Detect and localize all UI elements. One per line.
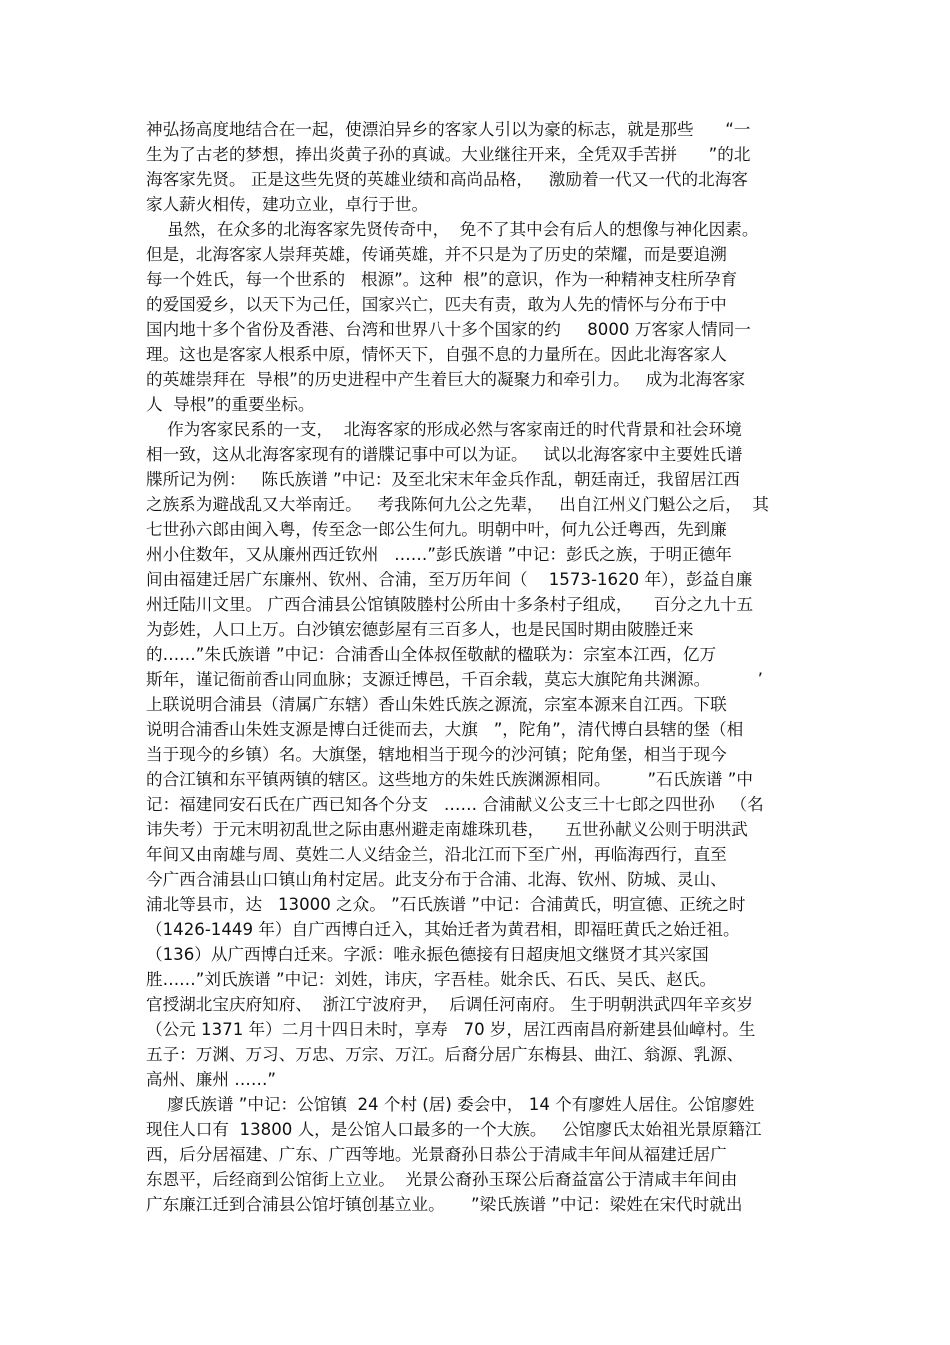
text-line: 每一个姓氏，每一个世系的 根源”。这种 根”的意识，作为一种精神支柱所孕育: [146, 270, 738, 289]
text-line: 上联说明合浦县（清属广东辖）香山朱姓氏族之源流，宗室本源来自江西。下联: [146, 695, 727, 714]
text-line: 海客家先贤。 正是这些先贤的英雄业绩和高尚品格， 激励着一代又一代的北海客: [146, 170, 748, 189]
text-line: 牒所记为例： 陈氏族谱 ”中记：及至北宋末年金兵作乱，朝廷南迁，我留居江西: [146, 470, 740, 489]
text-line: 理。这也是客家人根系中原，情怀天下，自强不息的力量所在。因此北海客家人: [146, 345, 727, 364]
text-line: 人 导根”的重要坐标。: [146, 395, 315, 414]
text-line: 广东廉江迁到合浦县公馆圩镇创基立业。 ”梁氏族谱 ”中记：梁姓在宋代时就出: [146, 1195, 743, 1214]
text-line: 神弘扬高度地结合在一起，使漂泊异乡的客家人引以为豪的标志，就是那些 “一: [146, 120, 751, 139]
text-line: 的……”朱氏族谱 ”中记：合浦香山全体叔侄敬献的楹联为：宗室本江西，亿万: [146, 645, 717, 664]
text-line: 说明合浦香山朱姓支源是博白迁徙而去，大旗 ”，陀角”，清代博白县辖的堡（相: [146, 720, 744, 739]
text-line: （1426-1449 年）自广西博白迁入，其始迁者为黄君相，即福旺黄氏之始迁祖。: [146, 920, 740, 939]
text-line: 浦北等县市，达 13000 之众。 ”石氏族谱 ”中记：合浦黄氏，明宣德、正统之时: [146, 895, 746, 914]
text-line: 官授湖北宝庆府知府、 浙江宁波府尹， 后调任河南府。 生于明朝洪武四年辛亥岁: [146, 995, 754, 1014]
text-line: （公元 1371 年）二月十四日未时，享寿 70 岁，居江西南昌府新建县仙嶂村。生: [146, 1020, 756, 1039]
text-line: 记：福建同安石氏在广西已知各个分支 …… 合浦献义公支三十七郎之四世孙 （名: [146, 795, 764, 814]
text-line: 相一致，这从北海客家现有的谱牒记事中可以为证。 试以北海客家中主要姓氏谱: [146, 445, 743, 464]
text-line: 州迁陆川文里。 广西合浦县公馆镇陂塍村公所由十多条村子组成， 百分之九十五: [146, 595, 754, 614]
text-line: 州小住数年，又从廉州西迁钦州 ……”彭氏族谱 ”中记：彭氏之族，于明正德年: [146, 545, 732, 564]
text-line: 廖氏族谱 ”中记：公馆镇 24 个村 (居) 委会中， 14 个有廖姓人居住。公馆廖姓: [146, 1095, 755, 1114]
text-line: 高州、廉州 ……”: [146, 1070, 277, 1089]
text-line: 东恩平，后经商到公馆街上立业。 光景公裔孙玉琛公后裔益富公于清咸丰年间由: [146, 1170, 738, 1189]
text-line: 作为客家民系的一支， 北海客家的形成必然与客家南迁的时代背景和社会环境: [146, 420, 742, 439]
text-line: 胜……”刘氏族谱 ”中记：刘姓，讳庆，字吾桂。妣余氏、石氏、吴氏、赵氏。: [146, 970, 717, 989]
text-line: 间由福建迁居广东廉州、钦州、合浦，至万历年间（ 1573-1620 年），彭益自廉: [146, 570, 753, 589]
text-line: 之族系为避战乱又大举南迁。 考我陈何九公之先辈， 出自江州义门魁公之后， 其: [146, 495, 769, 514]
text-line: 七世孙六郎由闽入粤，传至念一郎公生何九。明朝中叶，何九公迁粤西，先到廉: [146, 520, 727, 539]
text-line: （136）从广西博白迁来。字派：唯永振色德接有日超庚旭文继贤才其兴家国: [146, 945, 709, 964]
text-line: 年间又由南雄与周、莫姓二人义结金兰，沿北江而下至广州，再临海西行，直至: [146, 845, 727, 864]
text-line: 虽然，在众多的北海客家先贤传奇中， 免不了其中会有后人的想像与神化因素。: [146, 220, 759, 239]
text-line: 的合江镇和东平镇两镇的辖区。这些地方的朱姓氏族渊源相同。 ”石氏族谱 ”中: [146, 770, 753, 789]
text-line: 今广西合浦县山口镇山角村定居。此支分布于合浦、北海、钦州、防城、灵山、: [146, 870, 727, 889]
text-line: 斯年，谨记衙前香山同血脉；支源迁博邑，千百余载，莫忘大旗陀角共渊源。 ’: [146, 670, 763, 689]
text-line: 西，后分居福建、广东、广西等地。光景裔孙日恭公于清咸丰年间从福建迁居广: [146, 1145, 727, 1164]
text-line: 生为了古老的梦想，捧出炎黄子孙的真诚。大业继往开来，全凭双手苦拼 ”的北: [146, 145, 751, 164]
text-line: 现住人口有 13800 人，是公馆人口最多的一个大族。 公馆廖氏太始祖光景原籍江: [146, 1120, 762, 1139]
text-line: 当于现今的乡镇）名。大旗堡，辖地相当于现今的沙河镇；陀角堡，相当于现今: [146, 745, 727, 764]
text-line: 家人薪火相传，建功立业，卓行于世。: [146, 195, 429, 214]
text-line: 讳失考）于元末明初乱世之际由惠州避走南雄珠玑巷， 五世孙献义公则于明洪武: [146, 820, 748, 839]
text-line: 为彭姓，人口上万。白沙镇宏德彭屋有三百多人，也是民国时期由陂塍迁来: [146, 620, 694, 639]
text-line: 的英雄崇拜在 导根”的历史进程中产生着巨大的凝聚力和牵引力。 成为北海客家: [146, 370, 746, 389]
text-line: 但是，北海客家人崇拜英雄，传诵英雄，并不只是为了历史的荣耀，而是要追溯: [146, 245, 727, 264]
text-line: 五子：万渊、万习、万忠、万宗、万江。后裔分居广东梅县、曲江、翁源、乳源、: [146, 1045, 744, 1064]
text-line: 的爱国爱乡，以天下为己任，国家兴亡，匹夫有责，敢为人先的情怀与分布于中: [146, 295, 727, 314]
text-line: 国内地十多个省份及香港、台湾和世界八十多个国家的约 8000 万客家人情同一: [146, 320, 751, 339]
